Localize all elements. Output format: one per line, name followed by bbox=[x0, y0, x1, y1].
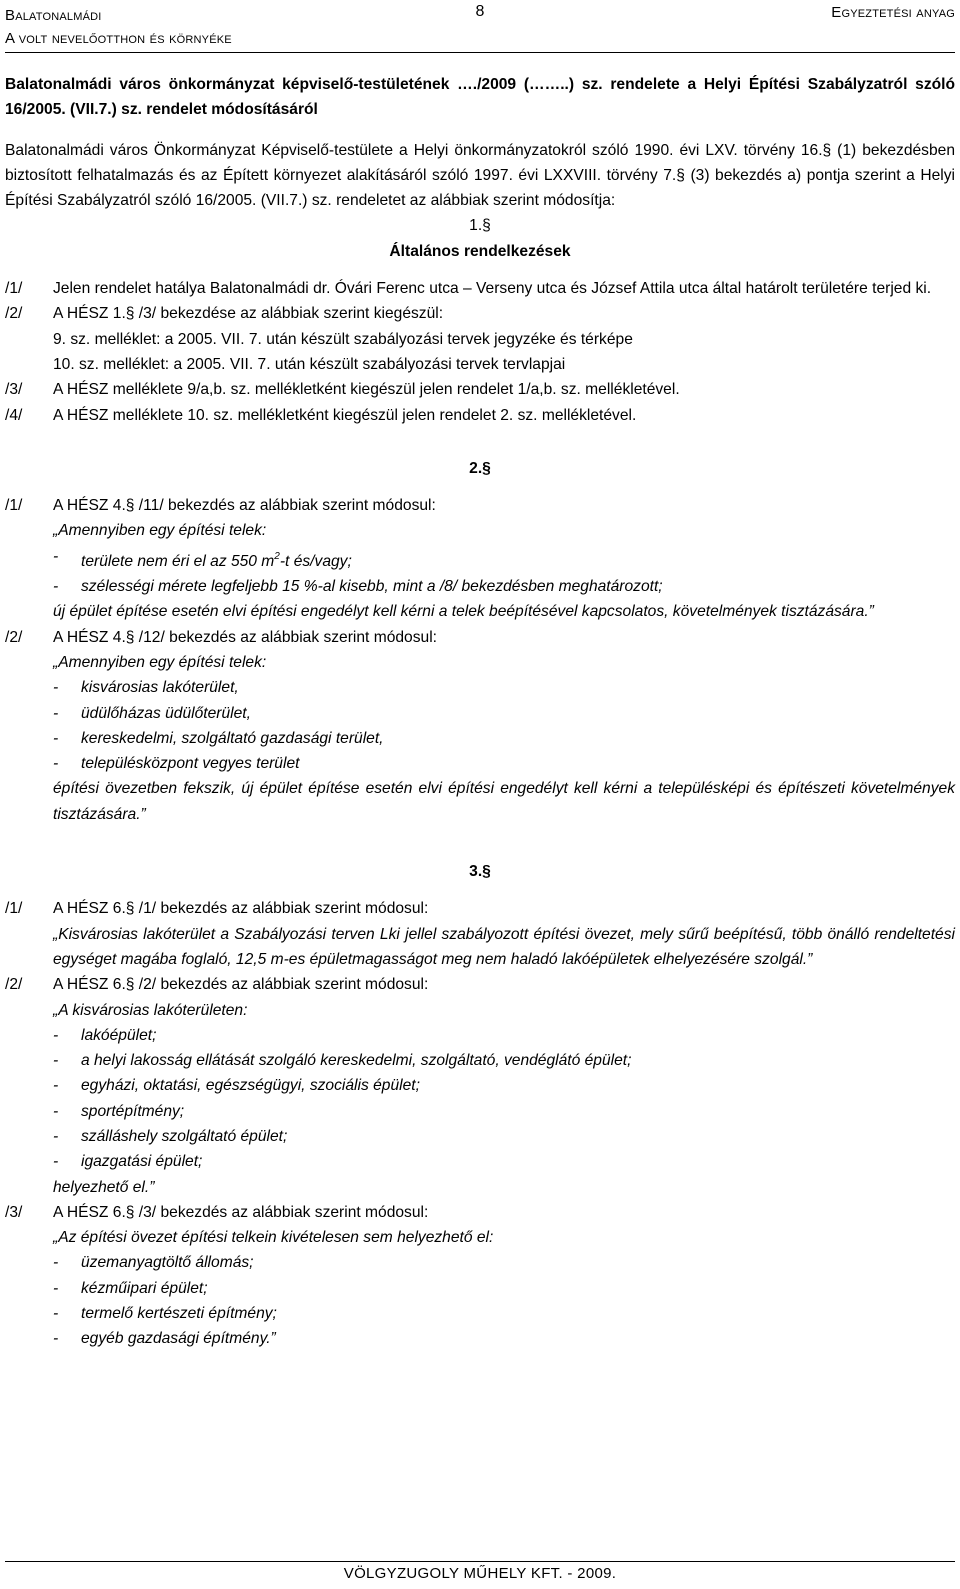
paragraph-lead: A HÉSZ 4.§ /12/ bekezdés az alábbiak szerint módosul: bbox=[53, 628, 437, 646]
quote-close: új épület építése esetén elvi építési engedélyt kell kérni a telek beépítésével kapcsolatos, követelmények tisztázására.” bbox=[53, 603, 874, 621]
item-text: sportépítmény; bbox=[81, 1102, 185, 1120]
header-rule bbox=[5, 52, 955, 53]
list-item: - üdülőházas üdülőterület, bbox=[53, 701, 955, 726]
list-item: - kereskedelmi, szolgáltató gazdasági terület, bbox=[53, 726, 955, 751]
item-text: termelő kertészeti építmény; bbox=[81, 1305, 277, 1323]
list-item: - igazgatási épület; bbox=[53, 1149, 955, 1174]
header-place: Balatonalmádi bbox=[5, 7, 102, 24]
paragraph-text bbox=[53, 896, 955, 972]
paragraph-number: /3/ bbox=[5, 1203, 23, 1221]
quote-open: „A kisvárosias lakóterületen: bbox=[53, 1001, 248, 1019]
list-item: - lakóépület; bbox=[53, 1023, 955, 1048]
header-doc-type: Egyeztetési anyag bbox=[831, 4, 955, 21]
item-text: üdülőházas üdülőterület, bbox=[81, 704, 251, 722]
paragraph-lead: A HÉSZ 6.§ /3/ bekezdés az alábbiak szerint módosul: bbox=[53, 1203, 429, 1221]
list-item: - üzemanyagtöltő állomás; bbox=[53, 1250, 955, 1275]
annex-item: 9. sz. melléklet: a 2005. VII. 7. után készült szabályozási tervek jegyzéke és térképe bbox=[53, 330, 633, 348]
paragraph-text: A HÉSZ melléklete 10. sz. mellékletként kiegészül jelen rendelet 2. sz. mellékletével. bbox=[53, 406, 637, 424]
page-footer: VÖLGYZUGOLY MŰHELY KFT. - 2009. bbox=[343, 1565, 617, 1582]
list-item: - termelő kertészeti építmény; bbox=[53, 1301, 955, 1326]
item-text: településközpont vegyes terület bbox=[81, 755, 300, 773]
page-header bbox=[5, 0, 955, 50]
item-text: üzemanyagtöltő állomás; bbox=[81, 1254, 254, 1272]
sec1-paragraph-4 bbox=[5, 403, 955, 428]
paragraph-text: A HÉSZ melléklete 9/a,b. sz. mellékletként kiegészül jelen rendelet 1/a,b. sz. mellékletével. bbox=[53, 381, 680, 399]
item-text: egyéb gazdasági építmény.” bbox=[81, 1330, 276, 1348]
list-item: - kisvárosias lakóterület, bbox=[53, 675, 955, 700]
sec2-paragraph-2 bbox=[5, 625, 955, 827]
paragraph-number: /1/ bbox=[5, 900, 23, 918]
item-text: egyházi, oktatási, egészségügyi, szociális épület; bbox=[81, 1077, 420, 1095]
quote-close: helyezhető el.” bbox=[53, 1178, 155, 1196]
document-body bbox=[5, 72, 955, 1352]
list-item: - a helyi lakosság ellátását szolgáló kereskedelmi, szolgáltató, vendéglátó épület; bbox=[53, 1048, 955, 1073]
list-item: - szálláshely szolgáltató épület; bbox=[53, 1124, 955, 1149]
list-item: - egyéb gazdasági építmény.” bbox=[53, 1326, 955, 1351]
paragraph-number: /4/ bbox=[5, 406, 23, 424]
paragraph-number: /3/ bbox=[5, 381, 23, 399]
list-item: - szélességi mérete legfeljebb 15 %-al kisebb, mint a /8/ bekezdésben meghatározott; bbox=[53, 574, 955, 599]
sec1-paragraph-2 bbox=[5, 301, 955, 377]
quote-open: „Amennyiben egy építési telek: bbox=[53, 653, 267, 671]
list-item: - sportépítmény; bbox=[53, 1099, 955, 1124]
paragraph-text bbox=[53, 301, 955, 377]
quote-open: „Amennyiben egy építési telek: bbox=[53, 522, 267, 540]
annex-item: 10. sz. melléklet: a 2005. VII. 7. után készült szabályozási tervek tervlapjai bbox=[53, 355, 566, 373]
sec2-paragraph-1 bbox=[5, 493, 955, 624]
paragraph-lead: A HÉSZ 6.§ /1/ bekezdés az alábbiak szerint módosul: bbox=[53, 900, 429, 918]
section-1-number: 1.§ bbox=[469, 217, 491, 235]
paragraph-number: /2/ bbox=[5, 305, 23, 323]
superscript: 2 bbox=[274, 550, 280, 562]
item-text: lakóépület; bbox=[81, 1026, 157, 1044]
paragraph-text: Jelen rendelet hatálya Balatonalmádi dr. Óvári Ferenc utca – Verseny utca és József Attila utca által határolt területére terjed ki. bbox=[53, 280, 932, 298]
list-item: - településközpont vegyes terület bbox=[53, 751, 955, 776]
item-text: területe nem éri el az 550 m bbox=[81, 552, 275, 570]
paragraph-number: /1/ bbox=[5, 497, 23, 515]
paragraph-lead: A HÉSZ 4.§ /11/ bekezdés az alábbiak szerint módosul: bbox=[53, 497, 436, 515]
section-1-heading: Általános rendelkezések bbox=[389, 242, 571, 260]
paragraph-text bbox=[53, 625, 955, 827]
list-item: - területe nem éri el az 550 $m^2-t$ és/vagy; bbox=[53, 547, 352, 570]
paragraph-text bbox=[53, 493, 955, 624]
list-item: - kézműipari épület; bbox=[53, 1276, 955, 1301]
paragraph-number: /1/ bbox=[5, 280, 23, 298]
item-text: -t és/vagy; bbox=[279, 552, 352, 570]
item-text: kisvárosias lakóterület, bbox=[81, 679, 239, 697]
paragraph-text bbox=[53, 1200, 955, 1352]
preamble: Balatonalmádi város Önkormányzat Képviselő-testülete a Helyi önkormányzatokról szóló 1990. évi LXV. törvény 16.§ (1) bekezdésben biztosított felhatalmazás és az Épített környezet alakításáról szóló 1997. évi LXXVIII. törvény 7.§ (3) bekezdés a) pontja szerint a Helyi Építési Szabályzatról szóló 16/2005. (VII.7.) sz. rendeletet az alábbiak szerint módosítja: bbox=[5, 141, 955, 210]
sec3-paragraph-2 bbox=[5, 972, 955, 1200]
sec1-paragraph-1 bbox=[5, 276, 955, 301]
paragraph-lead: A HÉSZ 6.§ /2/ bekezdés az alábbiak szerint módosul: bbox=[53, 976, 429, 994]
section-3-number: 3.§ bbox=[469, 863, 491, 881]
paragraph-number: /2/ bbox=[5, 976, 23, 994]
item-text: a helyi lakosság ellátását szolgáló kereskedelmi, szolgáltató, vendéglátó épület; bbox=[81, 1052, 632, 1070]
quote-close: építési övezetben fekszik, új épület építése esetén elvi építési engedélyt kell kérni a településképi és építészeti követelmények tisztázására.” bbox=[53, 780, 955, 823]
header-subject: A volt nevelőotthon és környéke bbox=[5, 30, 232, 47]
document-title: Balatonalmádi város önkormányzat képviselő-testületének …./2009 (……..) sz. rendelete a Helyi Építési Szabályzatról szóló 16/2005. (VII.7.) sz. rendelet módosításáról bbox=[5, 76, 955, 119]
quote-open: „Az építési övezet építési telkein kivételesen sem helyezhető el: bbox=[53, 1229, 494, 1247]
item-text: kereskedelmi, szolgáltató gazdasági terület, bbox=[81, 729, 384, 747]
item-text: kézműipari épület; bbox=[81, 1279, 208, 1297]
sec1-paragraph-3 bbox=[5, 377, 955, 402]
list-item: - egyházi, oktatási, egészségügyi, szociális épület; bbox=[53, 1073, 955, 1098]
section-2-number: 2.§ bbox=[469, 459, 491, 477]
item-text: szálláshely szolgáltató épület; bbox=[81, 1127, 288, 1145]
footer-rule bbox=[5, 1561, 955, 1562]
item-text: szélességi mérete legfeljebb 15 %-al kisebb, mint a /8/ bekezdésben meghatározott; bbox=[81, 578, 663, 596]
paragraph-number: /2/ bbox=[5, 628, 23, 646]
page-number: 8 bbox=[475, 3, 485, 20]
sec3-paragraph-3 bbox=[5, 1200, 955, 1352]
paragraph-lead: A HÉSZ 1.§ /3/ bekezdése az alábbiak szerint kiegészül: bbox=[53, 305, 444, 323]
quote-text: „Kisvárosias lakóterület a Szabályozási terven Lki jellel szabályozott építési övezet, mely sűrű beépítésű, több önálló rendeltetési egységet magába foglaló, 12,5 m-es épületmagasságot meg nem haladó lakóépületek elhelyezésére szolgál.” bbox=[53, 925, 955, 968]
paragraph-text bbox=[53, 972, 955, 1200]
item-text: igazgatási épület; bbox=[81, 1153, 203, 1171]
sec3-paragraph-1 bbox=[5, 896, 955, 972]
